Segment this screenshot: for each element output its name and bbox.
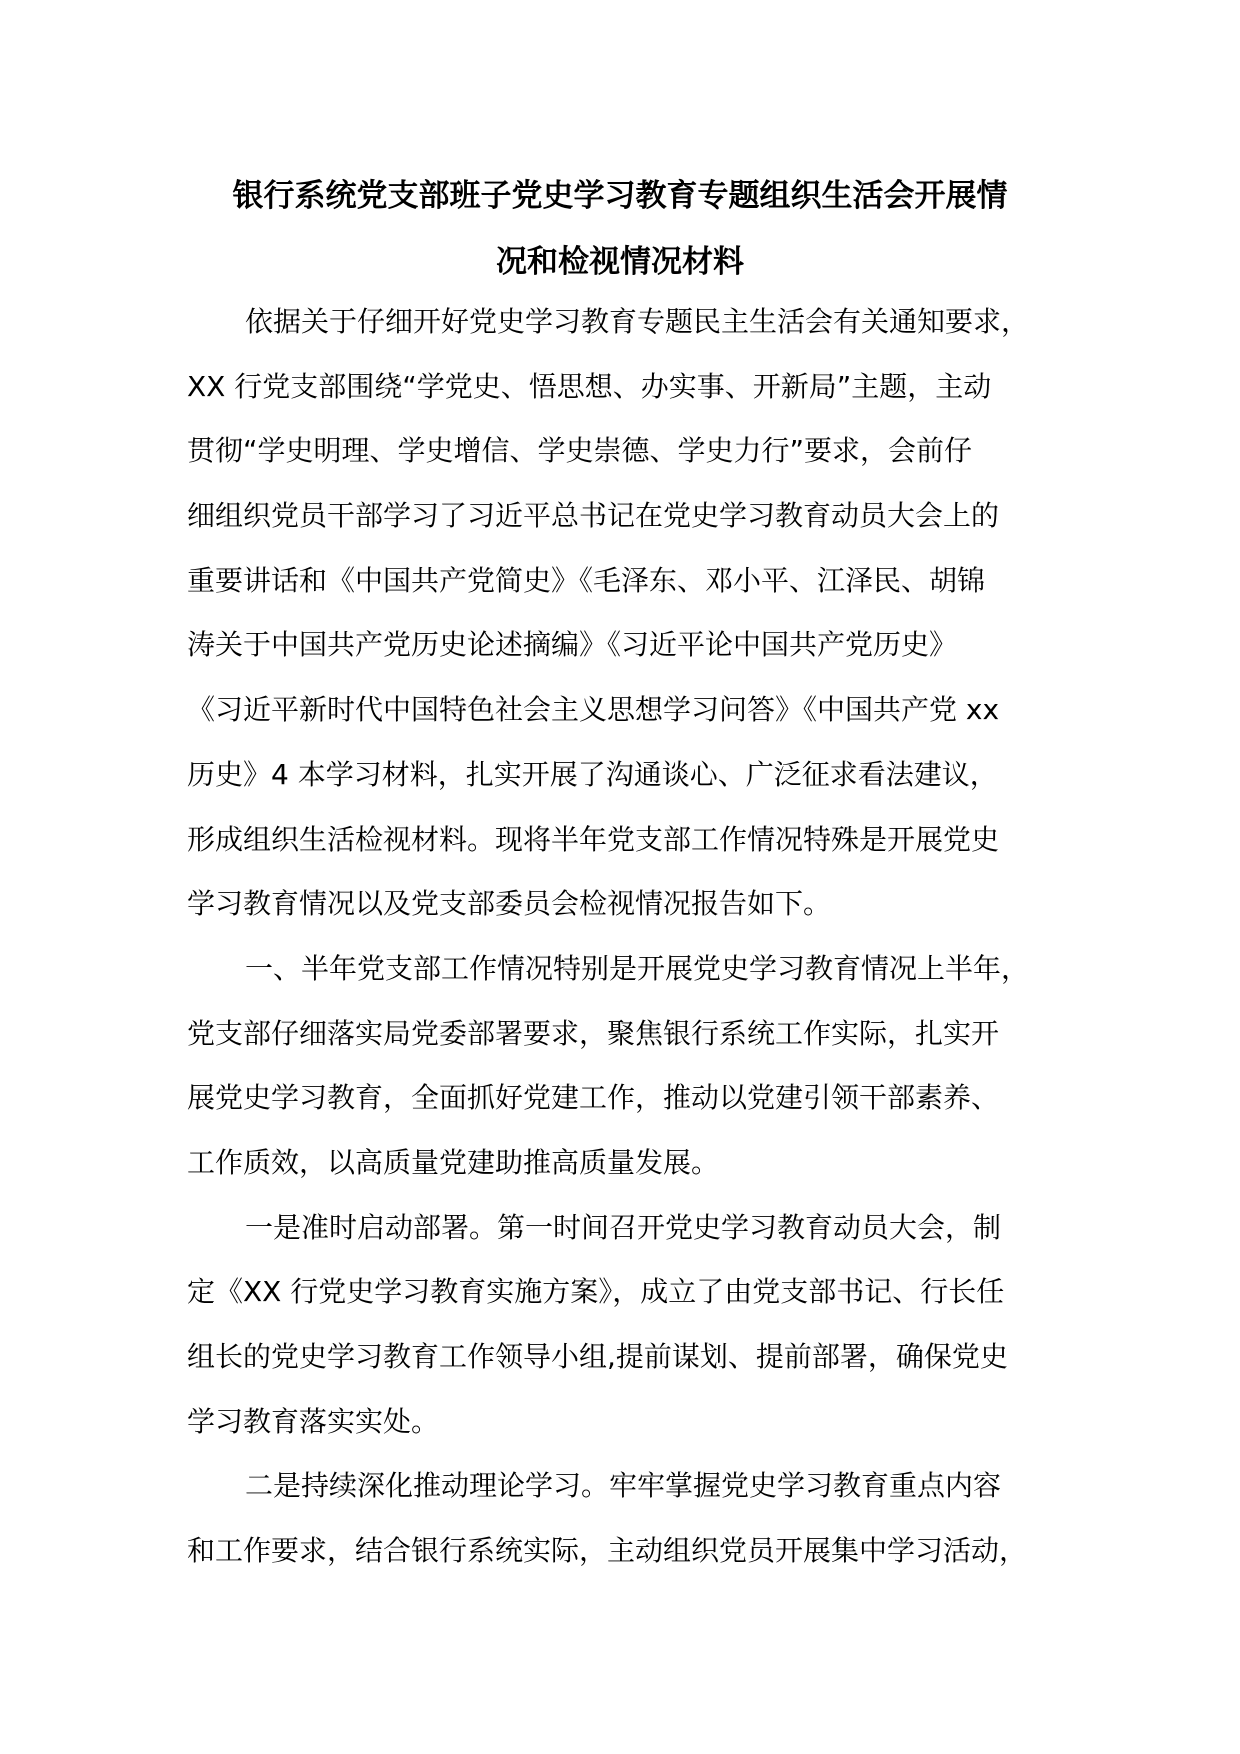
body-text-line: 学习教育落实实处。 (187, 1404, 440, 1438)
body-text-line: 一、半年党支部工作情况特别是开展党史学习教育情况上半年， (245, 951, 1030, 985)
body-text-line: 贯彻“学史明理、学史增信、学史崇德、学史力行”要求，会前仔 (187, 434, 973, 468)
body-text-line: 党支部仔细落实局党委部署要求，聚焦银行系统工作实际，扎实开 (187, 1016, 1000, 1050)
body-text-line: 组长的党史学习教育工作领导小组,提前谋划、提前部署，确保党史 (187, 1340, 1008, 1373)
body-text-line: 定《XX 行党史学习教育实施方案》，成立了由党支部书记、行长任 (187, 1275, 1005, 1309)
body-text-line: 学习教育情况以及党支部委员会检视情况报告如下。 (187, 887, 832, 921)
body-text-line: 一是准时启动部署。第一时间召开党史学习教育动员大会，制 (245, 1210, 1002, 1244)
body-text-line: 重要讲话和《中国共产党简史》《毛泽东、邓小平、江泽民、胡锦 (187, 563, 986, 597)
body-text-line: 工作质效，以高质量党建助推高质量发展。 (187, 1145, 720, 1179)
document-body (187, 290, 1067, 1584)
document-title-line-2: 况和检视情况材料 (496, 244, 744, 280)
body-text-line: 展党史学习教育，全面抓好党建工作，推动以党建引领干部素养、 (187, 1081, 1000, 1115)
body-text-line: 依据关于仔细开好党史学习教育专题民主生活会有关通知要求， (245, 305, 1030, 338)
body-text-line: 和工作要求，结合银行系统实际，主动组织党员开展集中学习活动， (187, 1534, 1028, 1568)
body-text-line: XX 行党支部围绕“学党史、悟思想、办实事、开新局”主题，主动 (187, 369, 992, 403)
body-text-line: 细组织党员干部学习了习近平总书记在党史学习教育动员大会上的 (187, 499, 1000, 533)
body-text-line: 《习近平新时代中国特色社会主义思想学习问答》《中国共产党 xx (187, 693, 1000, 727)
document-title-line-1: 银行系统党支部班子党史学习教育专题组织生活会开展情 (232, 178, 1008, 214)
body-text-line: 形成组织生活检视材料。现将半年党支部工作情况特殊是开展党史 (187, 822, 1000, 856)
body-text-line: 二是持续深化推动理论学习。牢牢掌握党史学习教育重点内容 (245, 1469, 1002, 1503)
body-text-line: 历史》4 本学习材料，扎实开展了沟通谈心、广泛征求看法建议， (187, 757, 998, 791)
body-text-line: 涛关于中国共产党历史论述摘编》《习近平论中国共产党历史》 (187, 628, 958, 662)
